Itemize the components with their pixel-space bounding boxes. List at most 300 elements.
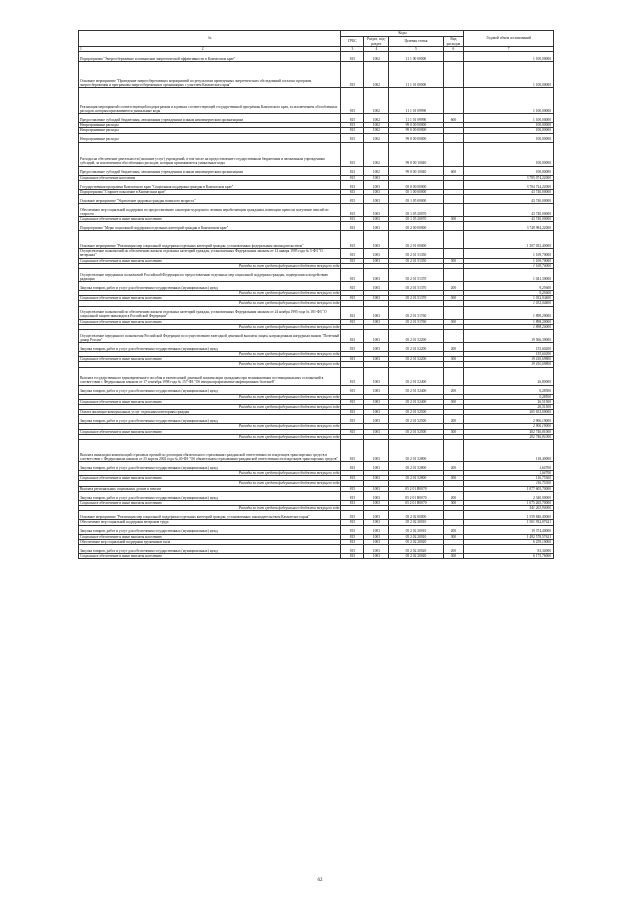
row-description: Закупка товаров, работ и услуг для обеспечения государственных (муниципальных) нужд: [79, 343, 341, 352]
row-description: Закупка товаров, работ и услуг для обеспечения государственных (муниципальных) нужд: [79, 282, 341, 291]
row-target-code: 05 2 00 00000: [389, 222, 443, 231]
row-amount: 1 100,00000: [464, 62, 554, 88]
table-row: [79, 462, 554, 471]
row-expense-type-code: 300: [443, 534, 464, 539]
row-target-code: 05 2 01 52800: [389, 476, 443, 481]
row-expense-type-code: 200: [443, 282, 464, 291]
row-section-code: 1003: [364, 367, 389, 385]
row-amount: 1 100,00000: [464, 114, 554, 123]
row-section-code: 1003: [364, 399, 389, 404]
table-row: [79, 511, 554, 520]
row-description: Закупка товаров, работ и услуг для обеспечения государственных (муниципальных) нужд: [79, 462, 341, 471]
row-section-code: 1003: [364, 429, 389, 434]
row-description: Основное мероприятие "Реализация мер социальной поддержки отдельных категорий граждан, установленных федеральным законодательством": [79, 231, 341, 249]
row-amount: 1 032,04400: [464, 296, 554, 301]
row-section-code: 1003: [364, 175, 389, 180]
row-amount: 118,40000: [464, 440, 554, 462]
row-expense-type-code: [443, 269, 464, 282]
row-amount: 2 906,19000: [464, 424, 554, 429]
row-expense-type-code: 200: [443, 491, 464, 500]
row-section-code: 1003: [364, 282, 389, 291]
index-label: 1: [80, 47, 82, 51]
row-expense-type-code: [443, 133, 464, 142]
row-grbs-code: 815: [341, 440, 364, 462]
row-section-code: 1002: [364, 142, 389, 166]
row-amount: 6 259,10000: [464, 539, 554, 544]
row-section-code: 1003: [364, 410, 389, 415]
row-grbs-code: 815: [341, 553, 364, 558]
index-cell: 7: [464, 47, 554, 52]
row-target-code: 05 2 01 52500: [389, 410, 443, 415]
row-amount: 541 263,90000: [464, 506, 554, 511]
row-amount: 155,60200: [464, 343, 554, 352]
row-amount: 26,51500: [464, 405, 554, 410]
row-target-code: 05 2 01 R0070: [389, 486, 443, 491]
row-expense-type-code: [443, 142, 464, 166]
row-grbs-code: 815: [341, 476, 364, 481]
row-target-code: 05 2 01 51760: [389, 306, 443, 319]
row-target-code: 99 0 00 00000: [389, 133, 443, 142]
row-amount: 1 077 605,70000: [464, 486, 554, 491]
row-section-code: 1003: [364, 319, 389, 324]
row-amount: 1,64700: [464, 471, 554, 476]
row-description: Выплата инвалидам компенсаций страховых премий по договорам обязательного страхования гражданской ответственности владельцев транспортных средств в соответствии с Федеральным законом от 25 апреля 2002 года № 40-ФЗ "Об обязательном страховании гражданской ответственности владельцев транспортных средств": [79, 440, 341, 462]
row-section-code: 1003: [364, 462, 389, 471]
budget-table: [78, 30, 554, 559]
row-expense-type-code: [443, 88, 464, 114]
row-description: Социальное обеспечение населения: [79, 175, 341, 180]
row-section-code: 1003: [364, 222, 389, 231]
row-section-code: 1002: [364, 166, 389, 175]
table-row: [79, 306, 554, 319]
row-section-code: 1003: [364, 476, 389, 481]
row-grbs-code: 815: [341, 142, 364, 166]
row-amount: 3 740 984,22000: [464, 222, 554, 231]
row-description: Расходы за счет средств федерального бюджета текущего года: [79, 362, 341, 367]
row-description: Основное мероприятие "Проведение энергосберегающих мероприятий по результатам проведенных энергетических обследований согласно программ энергосбережения и программам энергосбережения в организациях с участием Камчатского края": [79, 62, 341, 88]
row-expense-type-code: 300: [443, 476, 464, 481]
row-grbs-code: 815: [341, 180, 364, 189]
row-target-code: 99 0 00 10040: [389, 166, 443, 175]
row-expense-type-code: 200: [443, 343, 464, 352]
row-grbs-code: 815: [341, 357, 364, 362]
row-description: Обеспечение мер социальной поддержки тружеников тыла: [79, 539, 341, 544]
index-cell: 4: [364, 47, 389, 52]
row-description: Непрограммные расходы: [79, 123, 341, 128]
index-cell: 6: [443, 47, 464, 52]
row-grbs-code: 815: [341, 520, 364, 525]
row-amount: 6 175,76000: [464, 553, 554, 558]
row-amount: 1 100,00000: [464, 88, 554, 114]
row-target-code: 05 2 01 52400: [389, 367, 443, 385]
row-description: Расходы за счет средств федерального бюджета текущего года: [79, 263, 341, 268]
row-amount: 9,25600: [464, 291, 554, 296]
row-section-code: 1003: [364, 357, 389, 362]
row-grbs-code: 815: [341, 217, 364, 222]
row-description: Социальное обеспечение и иные выплаты населению: [79, 319, 341, 324]
row-target-code: 11 1 00 00000: [389, 52, 443, 62]
row-grbs-code: 815: [341, 343, 364, 352]
row-amount: 1 169,70000: [464, 249, 554, 258]
row-expense-type-code: [443, 511, 464, 520]
row-section-code: 1003: [364, 296, 389, 301]
row-target-code: 05 2 01 52800: [389, 462, 443, 471]
row-amount: 1 169,70000: [464, 263, 554, 268]
row-grbs-code: 815: [341, 330, 364, 343]
row-grbs-code: 815: [341, 133, 364, 142]
row-target-code: 05 2 01 51350: [389, 258, 443, 263]
row-grbs-code: 815: [341, 52, 364, 62]
row-grbs-code: 815: [341, 539, 364, 544]
row-section-code: 1003: [364, 204, 389, 217]
row-amount: 3 785 074,22000: [464, 175, 554, 180]
row-description: Расходы за счет средств федерального бюджета текущего года: [79, 506, 341, 511]
row-amount: 1 559 846,40000: [464, 511, 554, 520]
row-grbs-code: 815: [341, 231, 364, 249]
header-section: Раздел, под-раздел: [364, 37, 389, 47]
table-row: [79, 269, 554, 282]
row-description: Осуществление переданных полномочий Российской Федерации по предоставлению отдельных мер социальной поддержки граждан, подвергшихся воздействию радиации: [79, 269, 341, 282]
row-section-code: 1002: [364, 114, 389, 123]
row-description: Расходы за счет средств федерального бюджета текущего года: [79, 471, 341, 476]
row-target-code: 99 0 00 00000: [389, 123, 443, 128]
row-grbs-code: 815: [341, 114, 364, 123]
table-row: [79, 114, 554, 123]
row-grbs-code: 815: [341, 128, 364, 133]
row-amount: 155,60200: [464, 352, 554, 357]
table-row: [79, 553, 554, 558]
row-description: Расходы за счет средств федерального бюджета текущего года: [79, 352, 341, 357]
row-expense-type-code: [443, 367, 464, 385]
row-description: Социальное обеспечение и иные выплаты населению: [79, 429, 341, 434]
row-target-code: 05 2 01 52800: [389, 440, 443, 462]
row-expense-type-code: [443, 249, 464, 258]
row-amount: 1 041,30000: [464, 269, 554, 282]
row-section-code: 1003: [364, 525, 389, 534]
row-grbs-code: 815: [341, 166, 364, 175]
row-expense-type-code: 300: [443, 319, 464, 324]
row-grbs-code: 815: [341, 385, 364, 394]
row-expense-type-code: 300: [443, 296, 464, 301]
row-expense-type-code: [443, 52, 464, 62]
row-description: Социальное обеспечение и иные выплаты населению: [79, 553, 341, 558]
row-grbs-code: 815: [341, 88, 364, 114]
table-row: [79, 195, 554, 204]
row-amount: 43 740,00000: [464, 195, 554, 204]
row-description: Социальное обеспечение и иные выплаты населению: [79, 296, 341, 301]
row-amount: 19 374,40000: [464, 525, 554, 534]
row-description: Непрограммные расходы: [79, 133, 341, 142]
row-section-code: 1003: [364, 269, 389, 282]
row-description: Расходы за счет средств федерального бюджета текущего года: [79, 405, 341, 410]
row-section-code: 1003: [364, 539, 389, 544]
row-section-code: 1003: [364, 189, 389, 194]
row-description: Социальное обеспечение и иные выплаты населению: [79, 534, 341, 539]
row-target-code: 05 2 02 20010: [389, 534, 443, 539]
table-row: [79, 491, 554, 500]
row-description: Расходы за счет средств федерального бюджета текущего года: [79, 291, 341, 296]
table-header: [79, 31, 554, 52]
row-section-code: 1002: [364, 133, 389, 142]
row-target-code: 05 2 01 00000: [389, 231, 443, 249]
row-section-code: 1003: [364, 500, 389, 505]
row-description: Закупка товаров, работ и услуг для обеспечения государственных (муниципальных) нужд: [79, 385, 341, 394]
row-amount: 116,75300: [464, 476, 554, 481]
row-description: Реализация мероприятий соответствующей подпрограммы и в рамках соответствующей государственной программы Камчатского края, за исключением обособленных расходов, которым присваиваются уникальные коды: [79, 88, 341, 114]
row-amount: 3 784 724,22000: [464, 180, 554, 189]
row-amount: 202 746,81000: [464, 434, 554, 439]
table-row: [79, 52, 554, 62]
row-section-code: 1002: [364, 62, 389, 88]
row-amount: 9,25600: [464, 282, 554, 291]
row-amount: 1 100,00000: [464, 52, 554, 62]
table-body: [79, 52, 554, 559]
row-grbs-code: 815: [341, 123, 364, 128]
row-amount: 100,00000: [464, 166, 554, 175]
row-description: Социальное обеспечение и иные выплаты населению: [79, 476, 341, 481]
row-description: Расходы за счет средств федерального бюджета текущего года: [79, 481, 341, 486]
row-grbs-code: 815: [341, 462, 364, 471]
index-cell: 3: [341, 47, 364, 52]
row-grbs-code: 815: [341, 269, 364, 282]
row-section-code: 1002: [364, 88, 389, 114]
row-description: Обеспечение мер социальной поддержки ветеранов труда: [79, 520, 341, 525]
row-amount: 1 898,20000: [464, 306, 554, 319]
table-row: [79, 343, 554, 352]
row-grbs-code: 815: [341, 175, 364, 180]
row-amount: 116,75300: [464, 481, 554, 486]
table-row: [79, 88, 554, 114]
header-expense-type: Вид расходов: [443, 37, 464, 47]
row-amount: 1 075 265,70000: [464, 500, 554, 505]
row-amount: 1 307 052,40000: [464, 231, 554, 249]
row-target-code: 11 1 01 09990: [389, 114, 443, 123]
row-amount: 1 898,20000: [464, 324, 554, 329]
row-amount: 100,00000: [464, 133, 554, 142]
budget-table-sheet: [78, 30, 554, 559]
row-target-code: 05 2 02 20020: [389, 539, 443, 544]
header-target: Целевая статья: [389, 37, 443, 47]
row-section-code: 1003: [364, 195, 389, 204]
row-expense-type-code: 200: [443, 462, 464, 471]
row-section-code: 1003: [364, 306, 389, 319]
row-description: Расходы на обеспечение деятельности (оказание услуг) учреждений, в том числе на предоставление государственным бюджетным и автономным учреждениям субсидий, за исключением обособленных расходов, которым присваиваются уникальные коды: [79, 142, 341, 166]
row-description: Подпрограмма "Энергосбережение и повышение энергетической эффективности в Камчатском крае": [79, 52, 341, 62]
table-row: [79, 525, 554, 534]
row-target-code: 05 2 01 R0070: [389, 500, 443, 505]
row-description: Предоставление субсидий бюджетным, автономным учреждениям и иным некоммерческим организациям: [79, 114, 341, 123]
row-expense-type-code: 300: [443, 553, 464, 558]
row-grbs-code: 815: [341, 319, 364, 324]
row-description: Осуществление полномочий по обеспечению жильем отдельных категорий граждан, установленных Федеральным законом от 12 января 1995 года № 5-ФЗ "О ветеранах": [79, 249, 341, 258]
row-amount: 1 032,04400: [464, 301, 554, 306]
row-expense-type-code: 300: [443, 258, 464, 263]
row-amount: 43 740,00000: [464, 217, 554, 222]
table-row: [79, 249, 554, 258]
table-row: [79, 330, 554, 343]
row-amount: 100,00000: [464, 128, 554, 133]
row-grbs-code: 815: [341, 296, 364, 301]
row-amount: 83,34000: [464, 544, 554, 553]
row-description: Расходы за счет средств федерального бюджета текущего года: [79, 424, 341, 429]
table-row: [79, 385, 554, 394]
header-grbs: ГРБС: [341, 37, 364, 47]
row-description: Предоставление субсидий бюджетным, автономным учреждениям и иным некоммерческим организациям: [79, 166, 341, 175]
row-description: Подпрограмма "Меры социальной поддержки отдельных категорий граждан в Камчатском крае": [79, 222, 341, 231]
row-section-code: 1003: [364, 415, 389, 424]
row-grbs-code: 815: [341, 525, 364, 534]
row-section-code: 1003: [364, 217, 389, 222]
row-expense-type-code: [443, 204, 464, 217]
row-target-code: 05 2 02 20010: [389, 520, 443, 525]
row-grbs-code: 815: [341, 410, 364, 415]
header-amount: Годовой объем ассигнований: [464, 31, 554, 47]
row-grbs-code: 815: [341, 367, 364, 385]
row-target-code: 05 2 01 51760: [389, 319, 443, 324]
row-expense-type-code: 300: [443, 217, 464, 222]
row-target-code: 05 2 01 52200: [389, 330, 443, 343]
row-grbs-code: 815: [341, 534, 364, 539]
table-row: [79, 544, 554, 553]
row-target-code: 05 2 01 52400: [389, 399, 443, 404]
row-section-code: 1003: [364, 343, 389, 352]
table-row: [79, 166, 554, 175]
header-number: №: [79, 31, 341, 47]
row-amount: 26,80000: [464, 367, 554, 385]
row-description: Закупка товаров, работ и услуг для обеспечения государственных (муниципальных) нужд: [79, 415, 341, 424]
row-description: Расходы за счет средств федерального бюджета текущего года: [79, 324, 341, 329]
row-description: Социальное обеспечение и иные выплаты населению: [79, 217, 341, 222]
row-target-code: 05 2 02 20020: [389, 544, 443, 553]
row-amount: 100,00000: [464, 142, 554, 166]
row-grbs-code: 815: [341, 282, 364, 291]
row-section-code: 1003: [364, 491, 389, 500]
row-target-code: 05 2 01 51370: [389, 296, 443, 301]
row-section-code: 1003: [364, 330, 389, 343]
row-section-code: 1003: [364, 486, 389, 491]
row-description: Выплата государственного единовременного пособия и ежемесячной денежной компенсации гражданам при возникновении поствакцинальных осложнений в соответствии с Федеральным законом от 17 сентября 1998 года № 157-ФЗ "Об иммунопрофилактике инфекционных болезней": [79, 367, 341, 385]
row-amount: 100,00000: [464, 123, 554, 128]
row-description: Непрограммные расходы: [79, 128, 341, 133]
table-row: [79, 142, 554, 166]
row-description: Расходы за счет средств федерального бюджета текущего года: [79, 301, 341, 306]
row-description: Государственная программа Камчатского края "Социальная поддержка граждан в Камчатском крае": [79, 180, 341, 189]
row-expense-type-code: 200: [443, 544, 464, 553]
row-description: Расходы за счет средств федерального бюджета текущего года: [79, 394, 341, 399]
row-section-code: 1003: [364, 440, 389, 462]
row-section-code: 1003: [364, 258, 389, 263]
index-label: 2: [201, 47, 204, 51]
row-section-code: 1003: [364, 385, 389, 394]
row-description: Социальное обеспечение и иные выплаты населению: [79, 258, 341, 263]
table-row: [79, 62, 554, 88]
row-description: Социальное обеспечение и иные выплаты населению: [79, 357, 341, 362]
header-codes-group: Коды: [341, 31, 464, 37]
row-amount: 0,28500: [464, 385, 554, 394]
row-expense-type-code: [443, 195, 464, 204]
row-amount: 19 410,69800: [464, 362, 554, 367]
row-description: Основное мероприятие "Реализация мер социальной поддержки отдельных категорий граждан, установленных законодательством Камчатского края": [79, 511, 341, 520]
row-amount: 19 410,69800: [464, 357, 554, 362]
row-target-code: 05 2 01 52400: [389, 385, 443, 394]
row-description: Социальное обеспечение и иные выплаты населению: [79, 399, 341, 404]
row-description: Социальное обеспечение и иные выплаты населению: [79, 500, 341, 505]
row-amount: 205 653,00000: [464, 410, 554, 415]
row-grbs-code: 815: [341, 249, 364, 258]
row-target-code: 05 2 02 00000: [389, 511, 443, 520]
row-amount: 202 746,81000: [464, 429, 554, 434]
row-target-code: 05 1 00 00000: [389, 189, 443, 194]
row-description: Обеспечение мер социальной поддержки по предоставлению санаторно-курортного лечения неработающим гражданам, имеющим право на получение пенсий по старости: [79, 204, 341, 217]
row-section-code: 1003: [364, 534, 389, 539]
table-row: [79, 282, 554, 291]
row-amount: 0,28500: [464, 394, 554, 399]
index-cell: 5: [389, 47, 443, 52]
row-section-code: 1003: [364, 180, 389, 189]
row-amount: 26,51500: [464, 399, 554, 404]
row-grbs-code: 815: [341, 195, 364, 204]
row-grbs-code: 815: [341, 189, 364, 194]
row-section-code: 1003: [364, 511, 389, 520]
row-section-code: 1003: [364, 231, 389, 249]
row-target-code: 05 1 05 00000: [389, 195, 443, 204]
row-grbs-code: 815: [341, 491, 364, 500]
row-target-code: 05 2 01 51350: [389, 249, 443, 258]
row-amount: 1 482 578,57621: [464, 534, 554, 539]
row-expense-type-code: [443, 62, 464, 88]
row-grbs-code: 815: [341, 306, 364, 319]
row-amount: 19 566,30000: [464, 330, 554, 343]
page-number: 62: [317, 878, 323, 883]
row-section-code: 1003: [364, 249, 389, 258]
row-grbs-code: 815: [341, 415, 364, 424]
row-expense-type-code: [443, 440, 464, 462]
table-row: [79, 222, 554, 231]
row-target-code: 05 2 01 51370: [389, 269, 443, 282]
row-target-code: 05 0 00 00000: [389, 180, 443, 189]
row-grbs-code: 815: [341, 222, 364, 231]
row-description: Расходы за счет средств федерального бюджета текущего года: [79, 434, 341, 439]
row-expense-type-code: 600: [443, 114, 464, 123]
row-amount: 2 906,19000: [464, 415, 554, 424]
row-target-code: 11 1 01 00000: [389, 62, 443, 88]
row-expense-type-code: [443, 180, 464, 189]
row-target-code: 99 0 00 10040: [389, 142, 443, 166]
row-target-code: 05 1 05 20070: [389, 217, 443, 222]
row-section-code: 1002: [364, 128, 389, 133]
row-grbs-code: 815: [341, 62, 364, 88]
row-amount: 1 169,70000: [464, 258, 554, 263]
row-expense-type-code: 200: [443, 525, 464, 534]
row-amount: 1 898,20000: [464, 319, 554, 324]
row-grbs-code: 815: [341, 258, 364, 263]
row-target-code: 05 2 01 52500: [389, 415, 443, 424]
row-grbs-code: 815: [341, 399, 364, 404]
row-description: Оплата жилищно-коммунальных услуг отдельным категориям граждан: [79, 410, 341, 415]
table-row: [79, 133, 554, 142]
row-section-code: 1002: [364, 123, 389, 128]
row-target-code: 05 2 01 51370: [389, 282, 443, 291]
row-target-code: 05 2 01 52500: [389, 429, 443, 434]
row-target-code: 05 2 02 20010: [389, 525, 443, 534]
row-grbs-code: 815: [341, 511, 364, 520]
row-expense-type-code: 200: [443, 415, 464, 424]
table-row: [79, 440, 554, 462]
row-grbs-code: 815: [341, 500, 364, 505]
table-row: [79, 180, 554, 189]
row-section-code: 1003: [364, 544, 389, 553]
table-row: [79, 367, 554, 385]
